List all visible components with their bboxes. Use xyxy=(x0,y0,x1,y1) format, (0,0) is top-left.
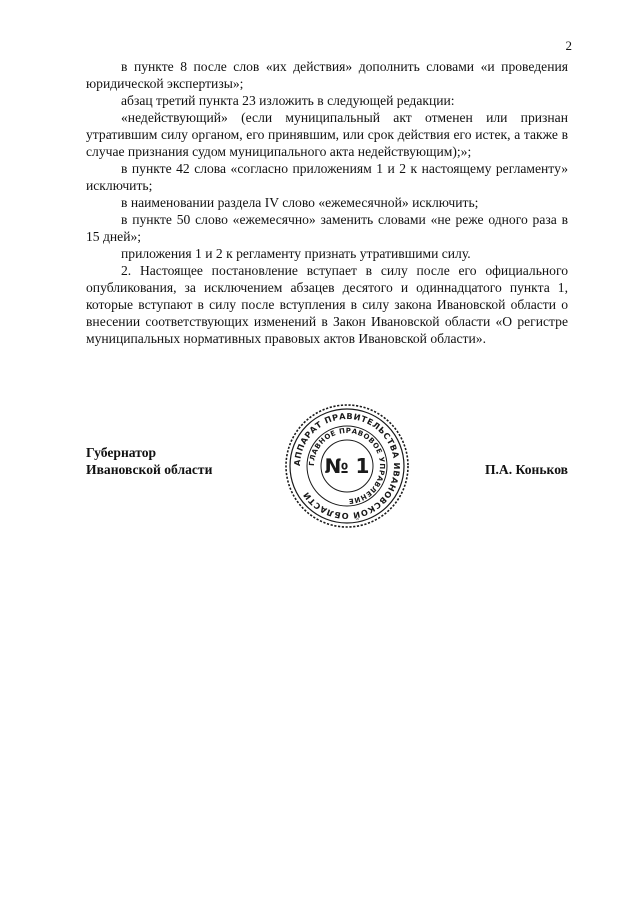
signatory-position xyxy=(86,444,212,478)
official-seal xyxy=(284,403,410,529)
paragraph-appendices-repeal: приложения 1 и 2 к регламенту признать утратившими силу. xyxy=(121,246,471,261)
paragraph-item-42-amendment: в пункте 42 слова «согласно приложениям 1 и 2 к настоящему регламенту» исключить; xyxy=(86,161,568,193)
paragraph-item-8-amendment: в пункте 8 после слов «их действия» дополнить словами «и проведения юридической экспертизы»; xyxy=(86,59,568,91)
paragraph-entry-into-force: 2. Настоящее постановление вступает в силу после его официального опубликования, за исключением абзацев десятого и одиннадцатого пункта 1, которые вступают в силу после вступления в силу закона Ивановской области о внесении соответствующих изменений в Закон Ивановской области «О регистре муниципальных нормативных правовых актов Ивановской области». xyxy=(86,263,568,346)
paragraph-item-50-amendment: в пункте 50 слово «ежемесячно» заменить словами «не реже одного раза в 15 дней»; xyxy=(86,212,568,244)
paragraph-item-23-text: «недействующий» (если муниципальный акт отменен или признан утратившим силу органом, его принявшим, или срок действия его истек, а также в случае признания судом муниципального акта недействующим);»; xyxy=(86,110,568,159)
paragraph-item-23-intro: абзац третий пункта 23 изложить в следующей редакции: xyxy=(121,93,455,108)
seal-outer-ring-text: АППАРАТ ПРАВИТЕЛЬСТВА ИВАНОВСКОЙ ОБЛАСТИ xyxy=(291,410,403,522)
seal-center-text: № 1 xyxy=(324,454,370,478)
signatory-position-line2: Ивановской области xyxy=(86,462,213,477)
page-number: 2 xyxy=(565,38,572,53)
signatory-position-line1: Губернатор xyxy=(86,445,157,460)
document-body xyxy=(86,58,568,347)
paragraph-section-iv-amendment: в наименовании раздела IV слово «ежемесячной» исключить; xyxy=(121,195,479,210)
seal-graphic xyxy=(284,403,410,529)
seal-inner-ring-text: ГЛАВНОЕ ПРАВОВОЕ УПРАВЛЕНИЕ xyxy=(307,426,387,506)
signatory-name: П.А. Коньков xyxy=(484,462,568,477)
